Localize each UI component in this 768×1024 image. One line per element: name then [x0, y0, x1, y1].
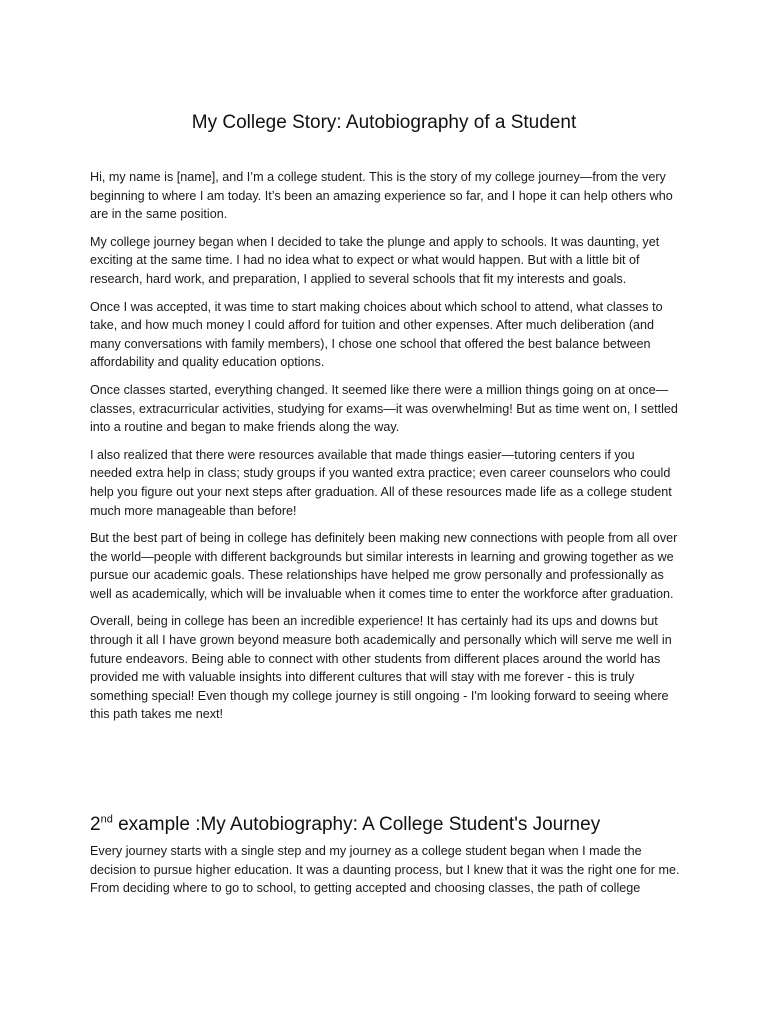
second-paragraph-1: Every journey starts with a single step and my journey as a college student began when I made the decision to pursue higher education. It was a daunting process, but I knew that it was the right one for me. From deciding where to go to school, to getting accepted and choosing classes, the path of college — [90, 844, 680, 896]
page-title: My College Story: Autobiography of a Student — [191, 112, 577, 133]
heading-rest: example :My Autobiography: A College Student's Journey — [112, 814, 601, 835]
second-body-text — [90, 842, 680, 907]
paragraph-2: My college journey began when I decided to take the plunge and apply to schools. It was daunting, yet exciting at the same time. I had no idea what to expect or what would happen. But with a little bit of research, hard work, and preparation, I applied to several schools that fit my interests and goals. — [90, 234, 660, 286]
paragraph-5: I also realized that there were resources available that made things easier—tutoring centers if you needed extra help in class; study groups if you wanted extra practice; even career counselors who could help you figure out your next steps after graduation. All of these resources made life as a college student much more manageable than before! — [90, 447, 672, 518]
second-example-heading — [90, 812, 690, 838]
paragraph-6: But the best part of being in college has definitely been making new connections with people from all over the world—people with different backgrounds but similar interests in learning and growing together as we pursue our academic goals. These relationships have helped me grow personally and professionally as well as academically, which will be invaluable when it comes time to enter the workforce after graduation. — [90, 531, 678, 601]
paragraph-4: Once classes started, everything changed. It seemed like there were a million things going on at once—classes, extracurricular activities, studying for exams—it was overwhelming! But as time went on, I settled into a routine and began to make friends along the way. — [90, 382, 678, 435]
paragraph-1: Hi, my name is [name], and I’m a college student. This is the story of my college journey—from the very beginning to where I am today. It’s been an amazing experience so far, and I hope it can help others who are in the same position. — [90, 170, 673, 222]
heading-superscript: nd — [100, 813, 113, 826]
heading-prefix: 2 — [90, 814, 101, 835]
paragraph-7: Overall, being in college has been an incredible experience! It has certainly had its ups and downs but through it all I have grown beyond measure both academically and personally which will serve me well in future endeavors. Being able to connect with other students from different places around the world has provided me with valuable insights into different cultures that will stay with me forever - this is truly something special! Even though my college journey is still ongoing - I'm looking forward to seeing where this path takes me next! — [90, 614, 672, 722]
body-text — [90, 168, 680, 733]
paragraph-3: Once I was accepted, it was time to start making choices about which school to attend, what classes to take, and how much money I could afford for tuition and other expenses. After much deliberation (and many conversations with family members), I chose one school that offered the best balance between affordability and quality education options. — [90, 299, 663, 370]
